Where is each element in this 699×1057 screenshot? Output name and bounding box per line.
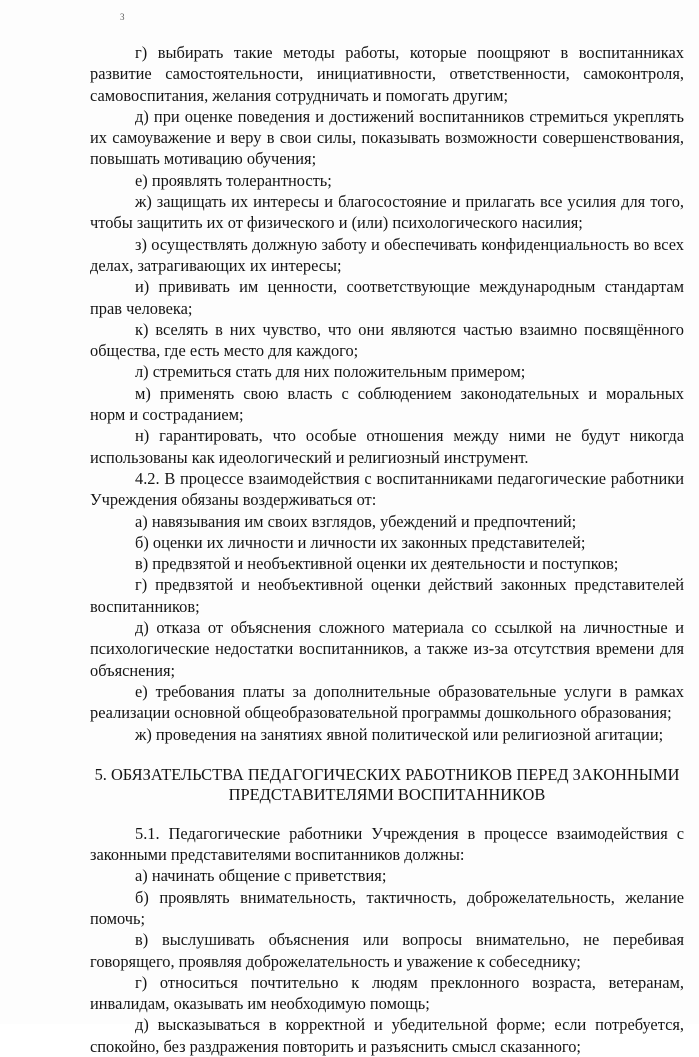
list-item: в) предвзятой и необъективной оценки их деятельности и поступков;	[135, 554, 619, 574]
list-item: г) относиться почтительно к людям преклонного возраста, ветеранам, инвалидам, оказывать им необходимую помощь;	[90, 972, 684, 1014]
list-item: к) вселять в них чувство, что они являются частью взаимно посвящённого общества, где есть место для каждого;	[90, 319, 684, 361]
list-item: д) при оценке поведения и достижений воспитанников стремиться укреплять их самоуважение и веру в свои силы, показывать возможности совершенствования, повышать мотивацию обучения;	[90, 106, 684, 169]
clause-5-1: 5.1. Педагогические работники Учреждения в процессе взаимодействия с законными представителями воспитанников должны:	[90, 823, 684, 865]
list-item: д) отказа от объяснения сложного материала со ссылкой на личностные и психологические недостатки воспитанников, а также из-за отсутствия времени для объяснения;	[90, 618, 684, 680]
page-corner-mark: 3	[120, 12, 125, 22]
list-item: а) начинать общение с приветствия;	[135, 866, 387, 886]
list-item: г) выбирать такие методы работы, которые поощряют в воспитанниках развитие самостоятельности, инициативности, ответственности, самоконтроля, самовоспитания, желания сотрудничать и помогать другим;	[90, 43, 684, 105]
list-item: з) осуществлять должную заботу и обеспечивать конфиденциальность во всех делах, затрагивающих их интересы;	[90, 234, 684, 275]
clause-4-2: 4.2. В процессе взаимодействия с воспитанниками педагогические работники Учреждения обязаны воздерживаться от:	[90, 468, 684, 510]
list-item: н) гарантировать, что особые отношения между ними не будут никогда использованы как идеологический и религиозный инструмент.	[90, 426, 684, 467]
list-item: а) навязывания им своих взглядов, убеждений и предпочтений;	[135, 511, 577, 531]
spacer	[90, 805, 684, 823]
list-item: е) требования платы за дополнительные образовательные услуги в рамках реализации основной общеобразовательной программы дошкольного образования;	[90, 681, 684, 723]
list-item: и) прививать им ценности, соответствующие международным стандартам прав человека;	[90, 277, 684, 318]
list-item: б) оценки их личности и личности их законных представителей;	[135, 532, 586, 552]
list-item: л) стремиться стать для них положительным примером;	[135, 362, 526, 382]
list-item: б) проявлять внимательность, тактичность, доброжелательность, желание помочь;	[90, 887, 684, 928]
document-body	[90, 42, 684, 1057]
list-item: е) проявлять толерантность;	[135, 170, 332, 190]
section-5-heading-line2: ПРЕДСТАВИТЕЛЯМИ ВОСПИТАННИКОВ	[228, 784, 546, 804]
list-item: д) высказываться в корректной и убедительной форме; если потребуется, спокойно, без раздражения повторить и разъяснить смысл сказанного;	[90, 1015, 684, 1056]
list-item: ж) проведения на занятиях явной политической или религиозной агитации;	[135, 724, 664, 744]
list-item: в) выслушивать объяснения или вопросы внимательно, не перебивая говорящего, проявляя доброжелательность и уважение к собеседнику;	[90, 930, 684, 971]
section-5-heading-line1: 5. ОБЯЗАТЕЛЬСТВА ПЕДАГОГИЧЕСКИХ РАБОТНИКОВ ПЕРЕД ЗАКОННЫМИ	[94, 764, 680, 784]
list-item: м) применять свою власть с соблюдением законодательных и моральных норм и состраданием;	[90, 383, 684, 425]
list-item: г) предвзятой и необъективной оценки действий законных представителей воспитанников;	[90, 575, 684, 616]
spacer	[90, 745, 684, 765]
list-item: ж) защищать их интересы и благосостояние и прилагать все усилия для того, чтобы защитить их от физического и (или) психологического насилия;	[90, 192, 684, 233]
